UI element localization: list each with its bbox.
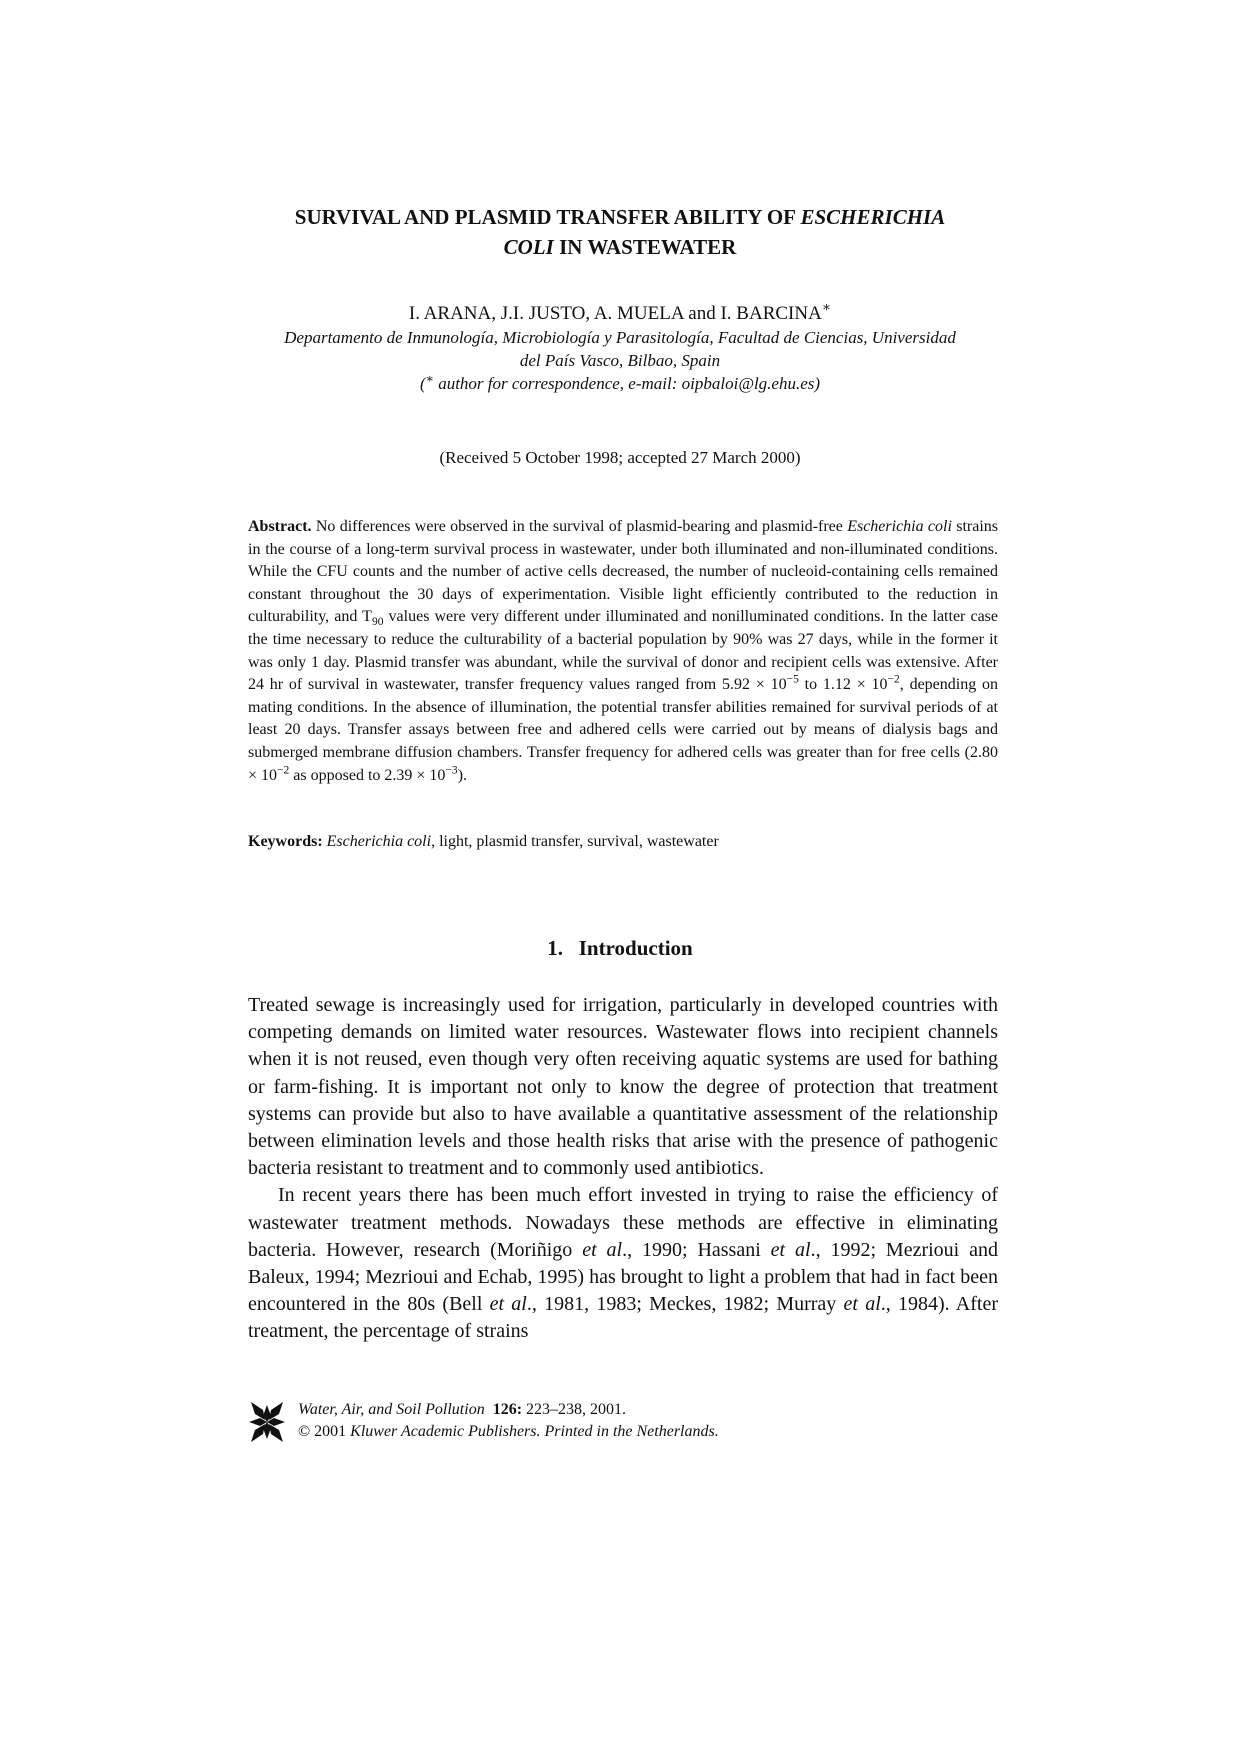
exponent: −2 xyxy=(887,673,900,686)
paper-title xyxy=(230,202,1010,262)
correspondence-text: author for correspondence, e-mail: oipbaloi@lg.ehu.es) xyxy=(433,374,821,393)
abstract-text: as opposed to 2.39 × 10 xyxy=(289,766,446,784)
title-text: SURVIVAL AND PLASMID TRANSFER ABILITY OF xyxy=(294,205,801,229)
journal-pages: 223–238, 2001. xyxy=(522,1401,627,1418)
keywords xyxy=(248,831,998,853)
corresponding-star: ∗ xyxy=(821,299,832,315)
body-text xyxy=(248,992,998,1346)
copyright-text: © 2001 xyxy=(298,1423,351,1440)
paragraph-text: ., 1984). After treatment, the percentage of strains xyxy=(248,1293,998,1343)
et-al: et al xyxy=(843,1293,881,1316)
paragraph-text: ., 1981, 1983; Meckes, 1982; Murray xyxy=(526,1293,844,1316)
abstract-text: ). xyxy=(457,766,468,784)
copyright-line xyxy=(298,1421,719,1443)
author-list xyxy=(230,299,1010,326)
et-al: et al xyxy=(489,1293,527,1316)
title-text: IN WASTEWATER xyxy=(553,235,737,259)
paragraph-text: ., 1992; Mezrioui and Baleux, 1994; Mezrioui and Echab, 1995) has brought to light a problem that had in fact been encountered in the 80s (Bell xyxy=(248,1238,998,1316)
section-heading: 1. Introduction xyxy=(547,936,693,960)
keywords-text: , light, plasmid transfer, survival, wastewater xyxy=(431,833,719,850)
journal-footer xyxy=(248,1399,948,1445)
paragraph-text: ., 1990; Hassani xyxy=(622,1238,771,1261)
paragraph xyxy=(248,1182,998,1345)
publisher-name: Kluwer Academic Publishers. Printed in the Netherlands. xyxy=(350,1423,719,1440)
journal-name: Water, Air, and Soil Pollution xyxy=(298,1401,485,1418)
abstract-text: values were very different under illuminated and nonilluminated conditions. In the latter case the time necessary to reduce the culturability of a bacterial population by 90% was 27 days, while in the former it was only 1 day. Plasmid transfer was abundant, while the survival of donor and recipient cells was extensive. After 24 hr of survival in wastewater, transfer frequency values ranged from 5.92 × 10 xyxy=(248,608,999,694)
abstract-text: to 1.12 × 10 xyxy=(798,676,888,694)
exponent: −5 xyxy=(786,673,799,686)
correspondence-star: ∗ xyxy=(425,371,434,386)
author-names: I. ARANA, J.I. JUSTO, A. MUELA and I. BARCINA xyxy=(408,303,822,324)
title-italic: ESCHERICHIA xyxy=(800,205,946,229)
title-italic: COLI xyxy=(503,235,554,259)
abstract-label: Abstract. xyxy=(248,518,312,535)
abstract xyxy=(248,516,998,787)
paragraph: Treated sewage is increasingly used for irrigation, particularly in developed countries with competing demands on limited water resources. Wastewater flows into recipient channels when it is not reused, even though very often receiving aquatic systems are used for bathing or farm-fishing. It is important not only to know the degree of protection that treatment systems can provide but also to have available a quantitative assessment of the relationship between elimination levels and those health risks that arise with the presence of pathogenic bacteria resistant to treatment and to commonly used antibiotics. xyxy=(248,994,998,1180)
correspondence-open: ( xyxy=(419,374,426,393)
affiliation xyxy=(240,326,1000,395)
affiliation-line: Departamento de Inmunología, Microbiología y Parasitología, Facultad de Ciencias, Universidad xyxy=(284,328,956,347)
exponent: −2 xyxy=(277,764,290,777)
abstract-text: , depending on mating conditions. In the absence of illumination, the potential transfer abilities remained for survival periods of at least 20 days. Transfer assays between free and adhered cells were carried out by means of dialysis bags and submerged membrane diffusion chambers. Transfer frequency for adhered cells was greater than for free cells (2.80 × 10 xyxy=(248,676,999,784)
et-al: et al xyxy=(770,1238,811,1261)
abstract-text: No differences were observed in the survival of plasmid-bearing and plasmid-free xyxy=(311,518,848,535)
abstract-text: strains in the course of a long-term survival process in wastewater, under both illuminated and non-illuminated conditions. While the CFU counts and the number of active cells decreased, the number of nucleoid-containing cells remained constant throughout the 30 days of experimentation. Visible light efficiently contributed to the reduction in culturability, and T xyxy=(248,518,999,626)
affiliation-line: del País Vasco, Bilbao, Spain xyxy=(519,351,721,370)
citation-line xyxy=(298,1399,626,1421)
abstract-italic: Escherichia coli xyxy=(847,518,952,535)
exponent: −3 xyxy=(445,764,458,777)
keywords-label: Keywords: xyxy=(248,833,323,850)
et-al: et al xyxy=(582,1238,623,1261)
publisher-logo-icon xyxy=(248,1399,286,1445)
subscript: 90 xyxy=(371,616,384,629)
received-dates: (Received 5 October 1998; accepted 27 March 2000) xyxy=(439,448,801,467)
paragraph-text: In recent years there has been much effort invested in trying to raise the efficiency of wastewater treatment methods. Nowadays these methods are effective in eliminating bacteria. However, research (Moriñigo xyxy=(248,1184,998,1261)
journal-volume: 126: xyxy=(492,1401,523,1418)
keywords-italic: Escherichia coli xyxy=(322,833,432,850)
